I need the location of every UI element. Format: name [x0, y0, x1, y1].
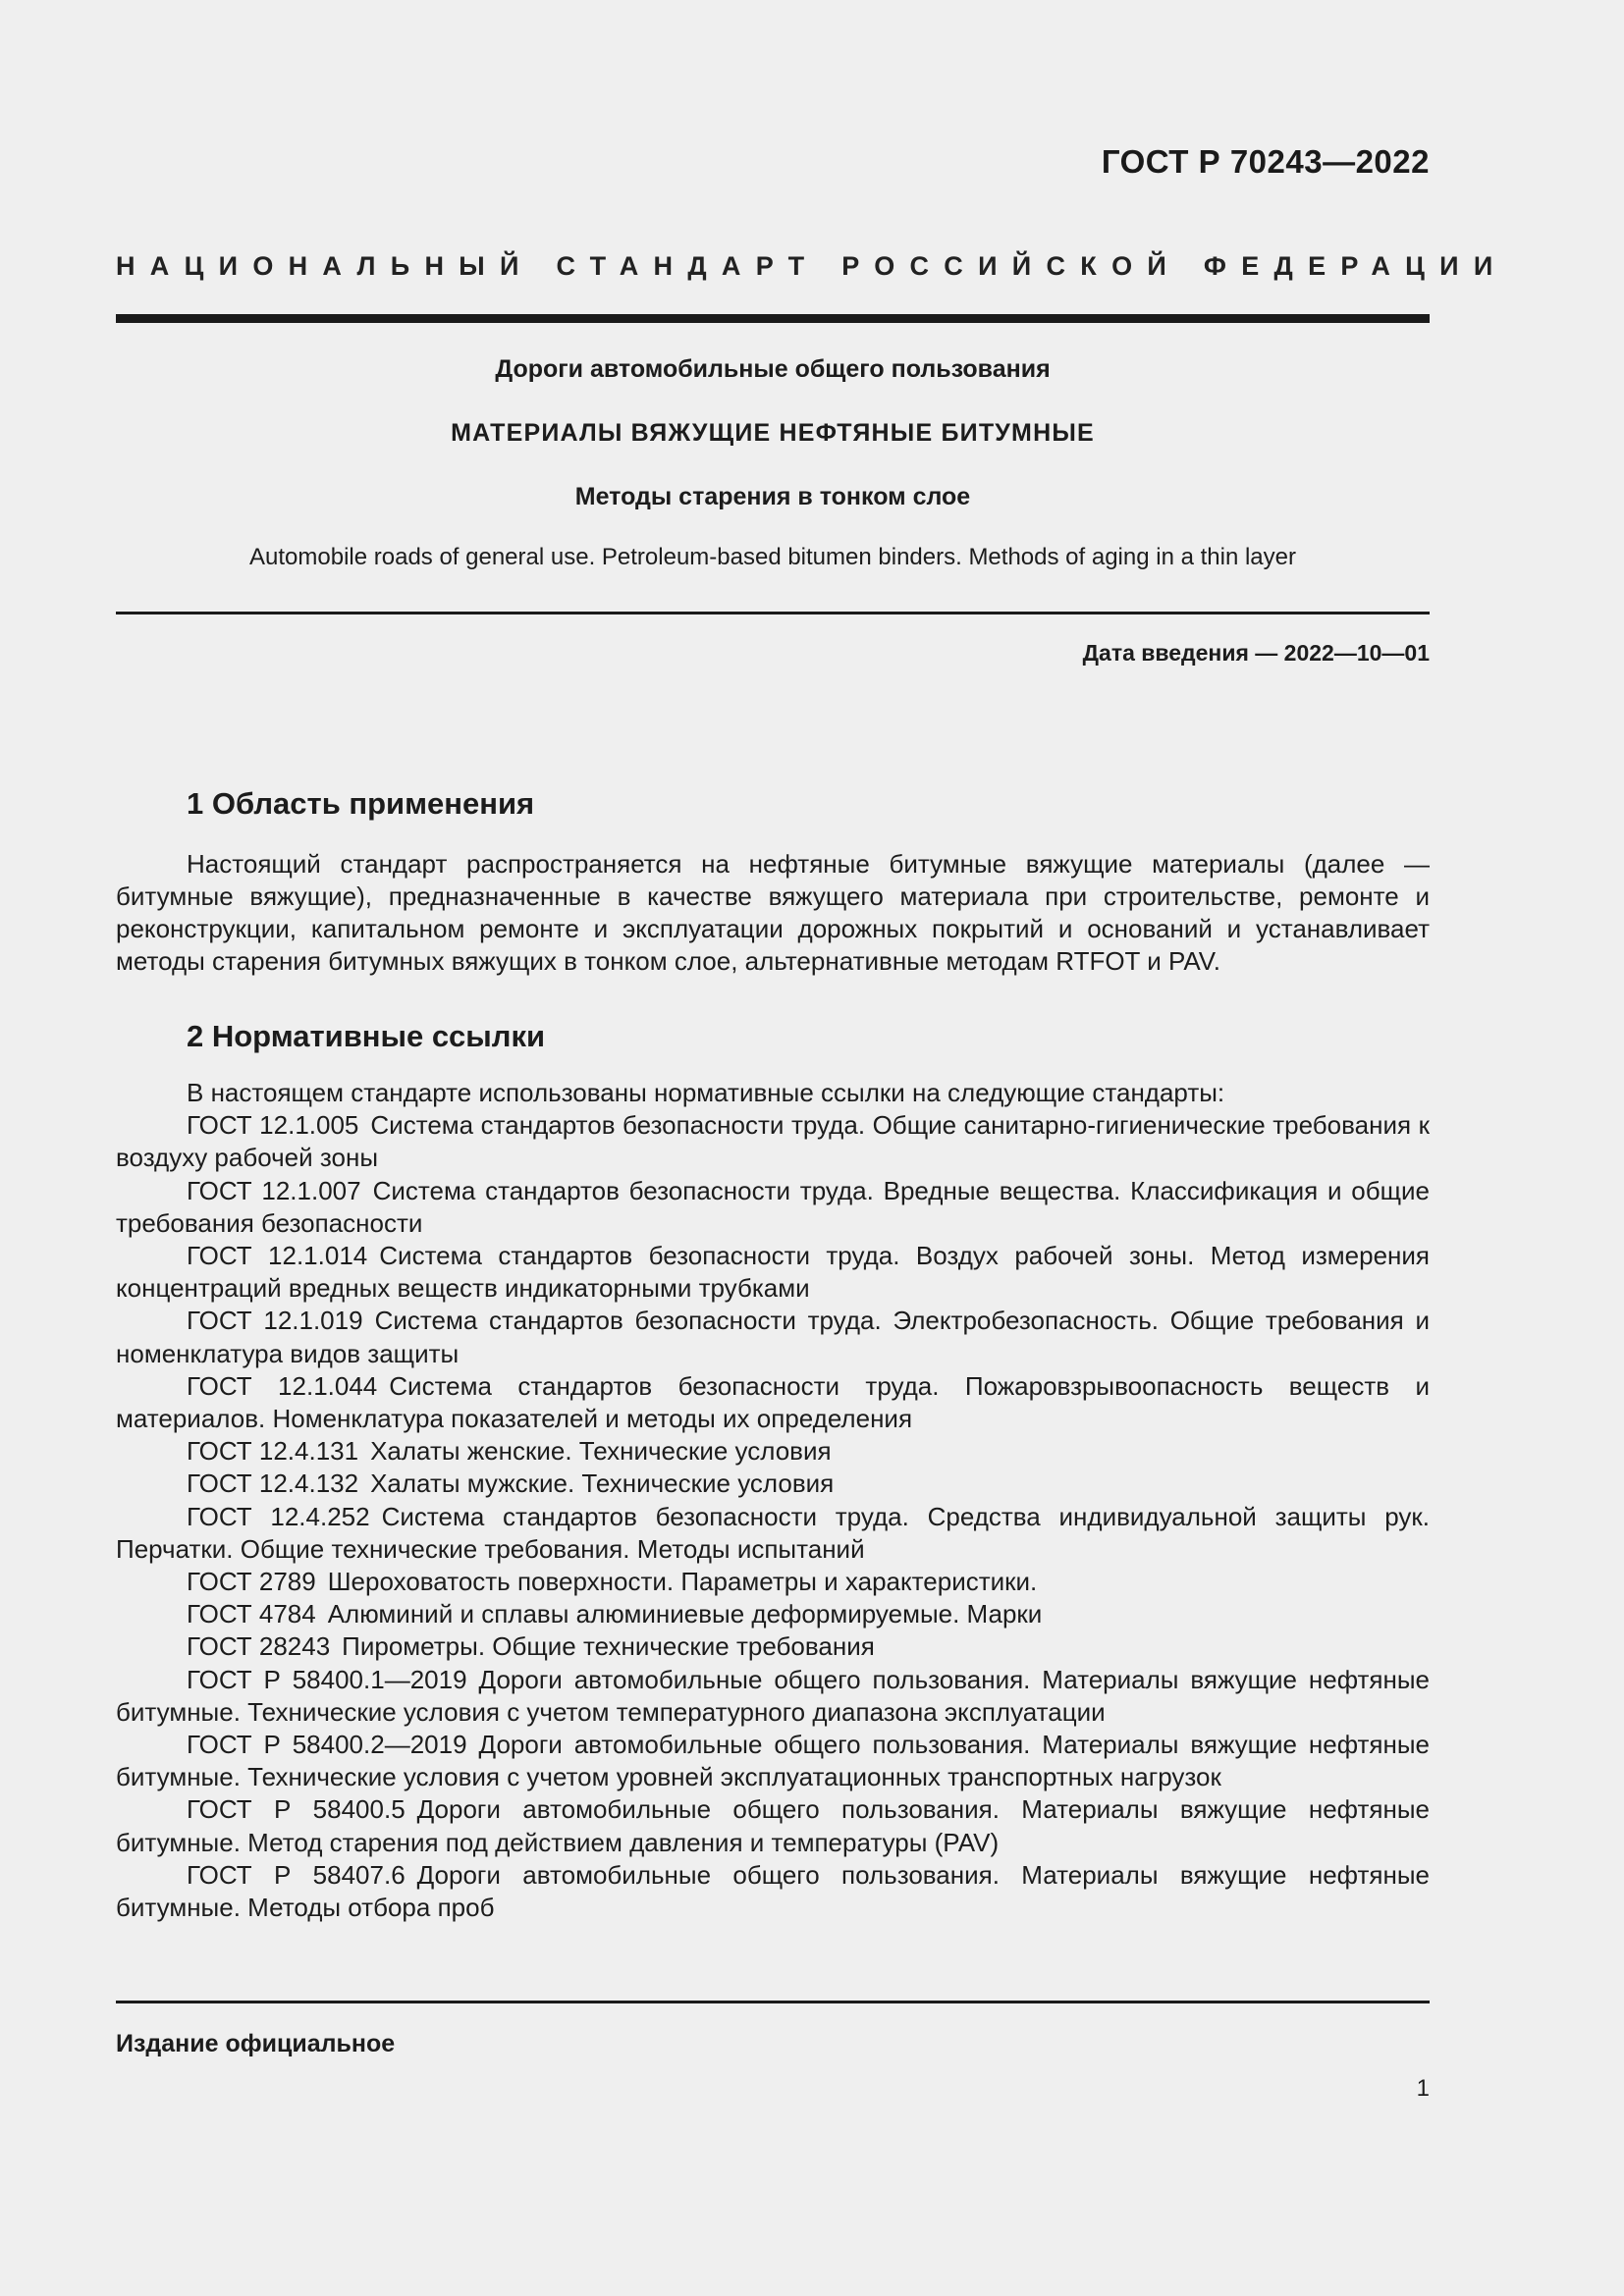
reference-code: ГОСТ Р 58400.5	[187, 1794, 406, 1825]
effective-date: Дата введения — 2022—10—01	[1082, 640, 1430, 666]
reference-item	[116, 1175, 1430, 1240]
section-1-paragraph: Настоящий стандарт распространяется на нефтяные битумные вяжущие материалы (далее — битумные вяжущие), предназначенные в качестве вяжущего материала при строительстве, ремонте и реконструкции, капитальном ремонте и эксплуатации дорожных покрытий и оснований и устанавливает методы старения битумных вяжущих в тонком слое, альтернативные методам RTFOT и PAV.	[116, 849, 1430, 976]
normative-references	[116, 1077, 1430, 1924]
document-subject: Дороги автомобильные общего пользования	[495, 355, 1051, 383]
reference-text: Пирометры. Общие технические требования	[342, 1631, 875, 1662]
reference-text: Дороги автомобильные общего пользования. Материалы вяжущие нефтяные битумные. Технические условия с учетом уровней эксплуатационных транспортных нагрузок	[116, 1730, 1431, 1792]
reference-text: Шероховатость поверхности. Параметры и характеристики.	[327, 1567, 1038, 1597]
reference-item	[116, 1468, 1430, 1500]
reference-text: Халаты мужские. Технические условия	[370, 1468, 835, 1499]
reference-item	[116, 1793, 1430, 1858]
reference-code: ГОСТ 12.1.019	[187, 1306, 363, 1336]
reference-code: ГОСТ 2789	[187, 1567, 316, 1597]
reference-text: Дороги автомобильные общего пользования. Материалы вяжущие нефтяные битумные. Технические условия с учетом температурного диапазона эксплуатации	[116, 1664, 1431, 1727]
reference-code: ГОСТ 28243	[187, 1631, 331, 1662]
reference-code: ГОСТ 12.4.252	[187, 1501, 370, 1531]
reference-code: ГОСТ Р 58400.1—2019	[187, 1664, 467, 1694]
english-title: Automobile roads of general use. Petroleum-based bitumen binders. Methods of aging in a thin layer	[249, 544, 1296, 570]
reference-text: Система стандартов безопасности труда. Электробезопасность. Общие требования и номенклатура видов защиты	[116, 1306, 1430, 1368]
reference-item	[116, 1598, 1430, 1630]
title-divider	[116, 612, 1430, 614]
reference-code: ГОСТ 12.1.014	[187, 1241, 368, 1271]
document-subtitle: Методы старения в тонком слое	[574, 483, 971, 510]
reference-item	[116, 1240, 1430, 1305]
reference-code: ГОСТ 12.1.007	[187, 1175, 361, 1205]
reference-text: Дороги автомобильные общего пользования. Материалы вяжущие нефтяные битумные. Метод старения под действием давления и температуры (PAV)	[116, 1794, 1430, 1857]
reference-code: ГОСТ 12.1.005	[187, 1110, 359, 1141]
header-divider-thick	[116, 314, 1430, 323]
reference-text: Система стандартов безопасности труда. Пожаровзрывоопасность веществ и материалов. Номенклатура показателей и методы их определения	[116, 1370, 1430, 1434]
reference-list	[116, 1109, 1430, 1924]
reference-item	[116, 1566, 1430, 1598]
document-title: МАТЕРИАЛЫ ВЯЖУЩИЕ НЕФТЯНЫЕ БИТУМНЫЕ	[451, 419, 1095, 447]
reference-code: ГОСТ Р 58407.6	[187, 1859, 406, 1890]
gost-number: ГОСТ Р 70243—2022	[1101, 143, 1430, 180]
reference-text: Алюминий и сплавы алюминиевые деформируемые. Марки	[327, 1599, 1043, 1629]
document-page	[116, 0, 1508, 2296]
footer-divider	[116, 2001, 1430, 2003]
reference-item	[116, 1305, 1430, 1369]
reference-item	[116, 1630, 1430, 1663]
references-intro: В настоящем стандарте использованы нормативные ссылки на следующие стандарты:	[187, 1078, 1225, 1107]
reference-item	[116, 1729, 1430, 1793]
reference-code: ГОСТ Р 58400.2—2019	[187, 1730, 467, 1760]
section-2-heading: 2 Нормативные ссылки	[187, 1019, 546, 1053]
reference-code: ГОСТ 12.4.131	[187, 1436, 359, 1467]
page-number: 1	[1416, 2075, 1430, 2102]
reference-code: ГОСТ 12.1.044	[187, 1370, 378, 1401]
reference-item	[116, 1501, 1430, 1566]
reference-code: ГОСТ 4784	[187, 1599, 316, 1629]
edition-label: Издание официальное	[116, 2030, 396, 2057]
reference-item	[116, 1370, 1430, 1435]
reference-item	[116, 1859, 1430, 1924]
reference-code: ГОСТ 12.4.132	[187, 1468, 359, 1499]
reference-text: Система стандартов безопасности труда. Воздух рабочей зоны. Метод измерения концентраций вредных веществ индикаторными трубками	[116, 1241, 1431, 1304]
reference-item	[116, 1664, 1430, 1729]
national-standard-banner: НАЦИОНАЛЬНЫЙ СТАНДАРТ РОССИЙСКОЙ ФЕДЕРАЦИИ	[116, 251, 1508, 281]
reference-item	[116, 1109, 1430, 1174]
reference-text: Система стандартов безопасности труда. Средства индивидуальной защиты рук. Перчатки. Общие технические требования. Методы испытаний	[116, 1501, 1430, 1564]
reference-text: Система стандартов безопасности труда. Вредные вещества. Классификация и общие требования безопасности	[116, 1175, 1430, 1238]
reference-item	[116, 1435, 1430, 1468]
reference-text: Дороги автомобильные общего пользования. Материалы вяжущие нефтяные битумные. Методы отбора проб	[116, 1859, 1430, 1923]
reference-text: Халаты женские. Технические условия	[370, 1436, 832, 1467]
reference-text: Система стандартов безопасности труда. Общие санитарно-гигиенические требования к воздуху рабочей зоны	[116, 1110, 1430, 1173]
section-1-heading: 1 Область применения	[187, 786, 535, 821]
section-1-body	[116, 848, 1430, 978]
